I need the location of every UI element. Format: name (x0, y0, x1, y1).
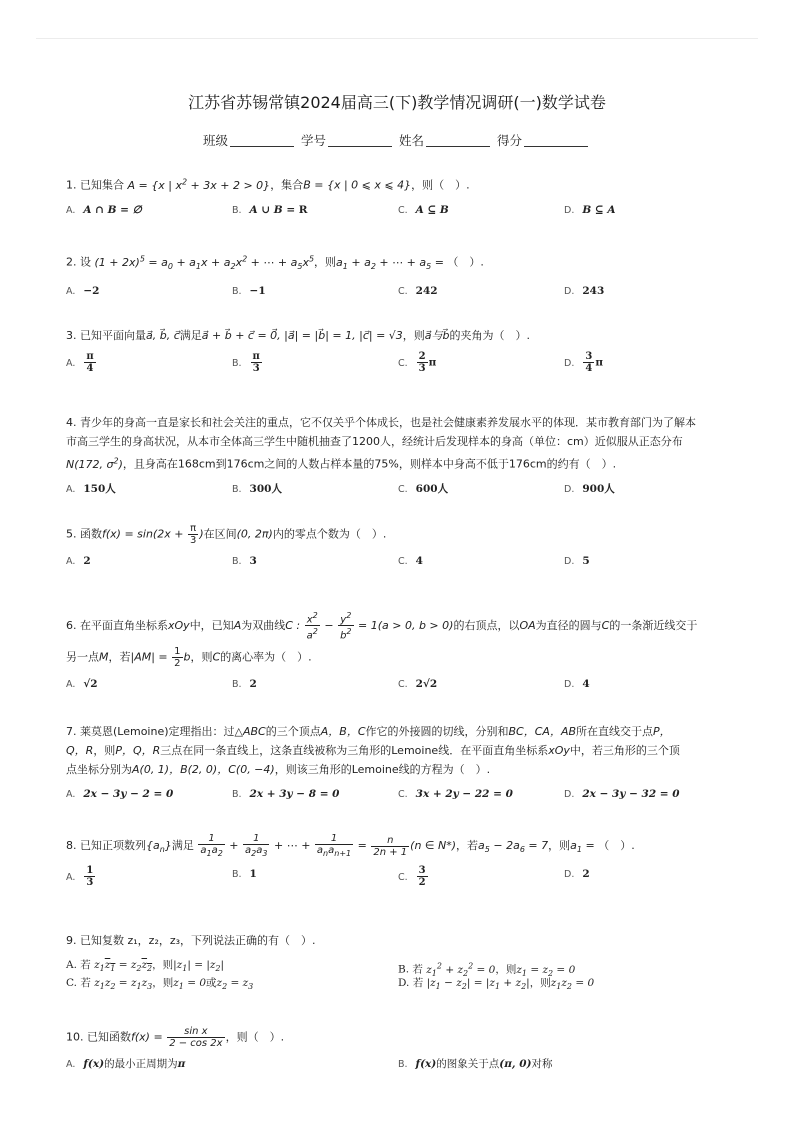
q5-option-b[interactable]: B. 3 (232, 555, 257, 567)
question-9 (66, 931, 731, 996)
q6-option-d[interactable]: D. 4 (564, 677, 590, 690)
q4-option-a[interactable]: A. 150人 (66, 482, 116, 495)
q10-option-a[interactable]: A. f(x)的最小正周期为π (66, 1058, 186, 1070)
question-7 (66, 722, 731, 807)
q1-option-b[interactable]: B. A ∪ B = R (232, 203, 308, 216)
q3-option-d[interactable]: D. $\frac{3}{4}$ π (564, 351, 603, 374)
q4-option-c[interactable]: C. 600人 (398, 482, 449, 495)
q2-option-d[interactable]: D. 243 (564, 284, 605, 297)
q2-options (66, 282, 731, 304)
q4-option-b[interactable]: B. 300人 (232, 482, 282, 495)
q7-option-b[interactable]: B. 2x + 3y − 8 = 0 (232, 788, 340, 800)
q1-set-b: B = {x | 0 ⩽ x ⩽ 4} (303, 178, 412, 192)
q8-options (66, 865, 731, 895)
q9-option-c[interactable]: C. 若 $z_1z_2 = z_1z_3$，则$z_1 = 0$或$z_2 = z_3$ (66, 977, 254, 992)
q10-option-b[interactable]: B. f(x)的图象关于点(π, 0)对称 (398, 1058, 553, 1070)
question-6-stem: 6. 在平面直角坐标系xOy中，已知A为双曲线C : $\frac{x^2}{a^2}$ − $\frac{y^2}{b^2}$ = 1(a > 0, b > 0)的右顶点，以OA为直径的圆与C的一条渐近线交于 另一点M，若|AM| = $\frac{1}{2}$ b，则C的离心率为（ ）. (66, 611, 698, 669)
question-6 (66, 610, 731, 697)
q8-option-b[interactable]: B. 1 (232, 868, 257, 881)
q7-option-c[interactable]: C. 3x + 2y − 22 = 0 (398, 788, 513, 800)
q3-option-b[interactable]: B. $\frac{\pi}{3}$ (232, 351, 260, 374)
q7-options (66, 785, 731, 807)
q3-options (66, 351, 731, 381)
q4-options (66, 480, 731, 502)
q7-option-d[interactable]: D. 2x − 3y − 32 = 0 (564, 788, 680, 800)
q5-option-c[interactable]: C. 4 (398, 555, 423, 567)
q4-option-d[interactable]: D. 900人 (564, 482, 615, 495)
question-8-stem: 8. 已知正项数列$\{a_n\}$满足 $\frac{1}{a_1a_2}$ + $\frac{1}{a_2a_3}$ + ⋯ + $\frac{1}{a_na_{n+1}}$ = $\frac{n}{2n + 1}$ (n ∈ N*)，若$a_5 - 2a_6 = 7$，则$a_1$ = （ ）. (66, 833, 635, 858)
score-blank[interactable] (524, 146, 588, 147)
q2-option-c[interactable]: C. 242 (398, 284, 438, 297)
name-label: 姓名 (398, 133, 424, 148)
q9-options (66, 956, 731, 996)
name-blank[interactable] (426, 146, 490, 147)
question-9-stem: 9. 已知复数 z₁，z₂，z₃，下列说法正确的有（ ）. (66, 934, 316, 947)
q5-options (66, 552, 731, 574)
question-10-stem: 10. 已知函数f(x) = $\frac{\text{sin x}}{2 - \cos 2x}$ ，则（ ）. (66, 1026, 285, 1049)
question-10 (66, 1026, 731, 1077)
class-blank[interactable] (230, 146, 294, 147)
q8-option-a[interactable]: A. $\frac{1}{3}$ (66, 865, 94, 889)
q3-option-a[interactable]: A. $\frac{\pi}{4}$ (66, 351, 94, 374)
student-id-blank[interactable] (328, 146, 392, 147)
q6-options (66, 675, 731, 697)
q2-option-a[interactable]: A. −2 (66, 284, 100, 297)
question-5-stem: 5. 函数f(x) = sin(2x + $\frac{\pi}{3}$ )在区间(0, 2π)内的零点个数为（ ）. (66, 523, 387, 546)
q1-option-c[interactable]: C. A ⊆ B (398, 203, 449, 216)
q2-option-b[interactable]: B. −1 (232, 284, 266, 297)
q6-option-a[interactable]: A. √2 (66, 677, 98, 690)
q1-text-mid: ，集合 (270, 178, 304, 192)
q1-options (66, 201, 731, 223)
q10-options (66, 1055, 731, 1077)
q1-option-a[interactable]: A. A ∩ B = ∅ (66, 203, 142, 216)
score-label: 得分 (496, 133, 522, 148)
class-label: 班级 (202, 133, 228, 148)
q8-option-c[interactable]: C. $\frac{3}{2}$ (398, 865, 426, 889)
q5-option-d[interactable]: D. 5 (564, 555, 590, 567)
student-info-line (0, 131, 794, 149)
q5-option-a[interactable]: A. 2 (66, 555, 91, 567)
question-2-stem: 2. 设 $(1 + 2x)^5 = a_0 + a_1x + a_2x^2$ + ⋯ + $a_5x^5$，则$a_1 + a_2$ + ⋯ + $a_5$ = （ ）. (66, 254, 484, 271)
q6-option-c[interactable]: C. 2√2 (398, 677, 438, 690)
question-5 (66, 523, 731, 574)
q1-set-a: A = {x | $x^2 + 3x + 2 > 0$} (127, 177, 271, 192)
q1-text: 1. 已知集合 (66, 178, 124, 192)
exam-title: 江苏省苏锡常镇2024届高三(下)教学情况调研(一)数学试卷 (188, 93, 606, 112)
q9-option-d[interactable]: D. 若 $|z_1 - z_2| = |z_1 + z_2|$，则$z_1z_2 = 0$ (398, 977, 595, 992)
q7-option-a[interactable]: A. 2x − 3y − 2 = 0 (66, 788, 174, 800)
q9-option-a[interactable]: A. 若 $z_1z_1 = z_2z_2$，则$|z_1| = |z_2|$ (66, 959, 225, 974)
question-1-stem (66, 172, 731, 195)
q1-option-d[interactable]: D. B ⊆ A (564, 203, 616, 216)
question-2 (66, 249, 731, 304)
question-4 (66, 413, 731, 502)
q1-text-end: ，则（ ）. (411, 178, 470, 192)
question-7-stem: 7. 莱莫恩(Lemoine)定理指出：过△ABC的三个顶点A，B，C作它的外接圆的切线，分别和BC，CA，AB所在直线交于点P， Q，R，则P，Q，R三点在同一条直线上，这条直线被称为三角形的Lemoine线．在平面直角坐标系xOy中，若三角形的三个顶 点坐标分别为A(0, 1)，B(2, 0)，C(0, −4)，则该三角形的Lemoine线的方程为（ ）. (66, 725, 680, 776)
q8-option-d[interactable]: D. 2 (564, 868, 590, 881)
q3-option-c[interactable]: C. $\frac{2}{3}$ π (398, 351, 437, 374)
question-3 (66, 326, 731, 381)
student-id-label: 学号 (300, 133, 326, 148)
top-divider (36, 38, 758, 39)
question-8 (66, 833, 731, 895)
q6-option-b[interactable]: B. 2 (232, 677, 257, 690)
question-3-stem: 3. 已知平面向量a⃗, b⃗, c⃗满足a⃗ + b⃗ + c⃗ = 0⃗, |a⃗| = |b⃗| = 1, |c⃗| = √3，则a⃗与b⃗的夹角为（ ）. (66, 329, 531, 342)
q9-option-b[interactable]: B. 若 $z_1^2 + z_2^2 = 0$，则$z_1 = z_2 = 0$ (398, 961, 576, 978)
question-4-stem: 4. 青少年的身高一直是家长和社会关注的重点，它不仅关乎个体成长，也是社会健康素养发展水平的体现．某市教育部门为了解本 市高三学生的身高状况，从本市全体高三学生中随机抽查了1200人，经统计后发现样本的身高（单位：cm）近似服从正态分布 N(172, $\sigma^2$)，且身高在168cm到176cm之间的人数占样本量的75%，则样本中身高不低于176cm的约有（ ）. (66, 416, 696, 471)
question-1 (66, 172, 731, 223)
